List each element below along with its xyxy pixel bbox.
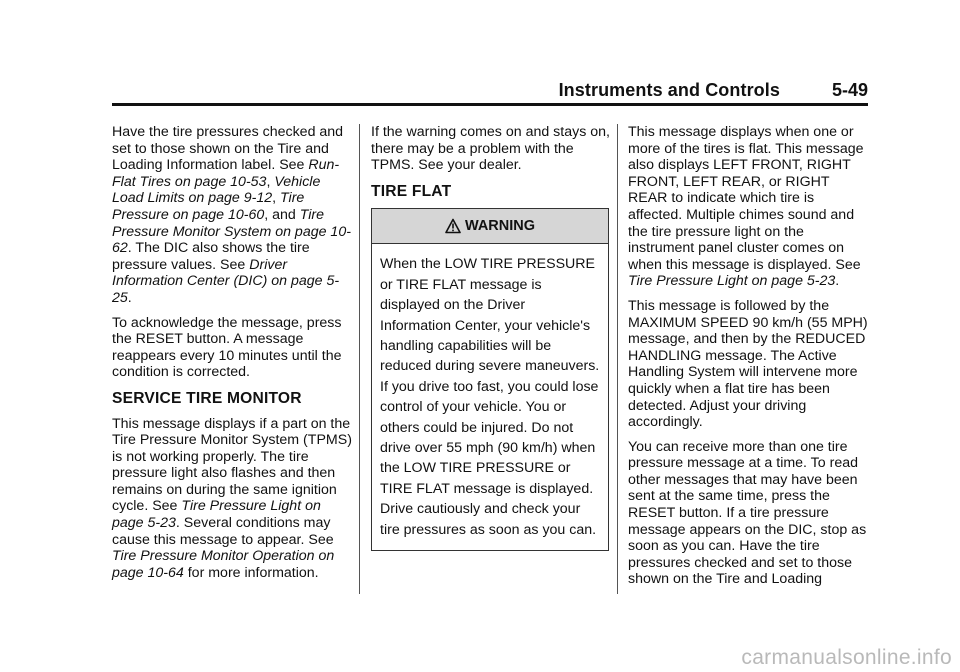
paragraph: To acknowledge the message, press the RESET button. A message reappears every 10 minutes until the condition is corrected.: [112, 314, 342, 381]
text: . The DIC also shows the tire pressure values. See: [112, 240, 310, 273]
text: for more information.: [183, 564, 319, 581]
warning-box: [371, 208, 609, 551]
page-number: 5-49: [831, 80, 868, 100]
text: This message displays if a part on the Tire Pressure Monitor System (TPMS) is not working properly. The tire pressure light also flashes and then remains on during the same ignition cycle. See: [112, 415, 352, 515]
section-heading: SERVICE TIRE MONITOR: [112, 389, 302, 407]
column-divider: [617, 124, 618, 594]
text: ,: [266, 173, 275, 190]
warning-header: [372, 209, 608, 244]
text: ,: [272, 190, 281, 207]
cross-reference: Tire Pressure Monitor Operation on page 10-64: [112, 548, 335, 581]
cross-reference: Run-Flat Tires on page 10-53: [112, 157, 340, 190]
cross-reference: Tire Pressure on page 10-60: [112, 190, 305, 223]
paragraph: [112, 124, 352, 307]
watermark: carmanualsonline.info: [741, 646, 952, 669]
cross-reference: Driver Information Center (DIC) on page 5-25: [112, 256, 340, 306]
section-heading: TIRE FLAT: [371, 182, 452, 200]
cross-reference: Tire Pressure Monitor System on page 10-62: [112, 206, 351, 257]
cross-reference: Vehicle Load Limits on page 9-12: [112, 173, 321, 207]
section-title: Instruments and Controls: [558, 80, 780, 100]
column-1: [112, 124, 352, 589]
text: , and: [264, 206, 300, 223]
cross-reference: Tire Pressure Light on page 5-23: [112, 498, 321, 532]
page-header: [112, 78, 868, 102]
text: This message displays when one or more of the tires is flat. This message also displays LEFT FRONT, RIGHT FRONT, LEFT REAR, or RIGHT REAR to indicate which tire is affected. Multiple chimes sound and the tire pressure light on the instrument panel cluster comes on when this message is displayed. See: [628, 124, 864, 273]
paragraph: This message is followed by the MAXIMUM SPEED 90 km/h (55 MPH) message, and then by the REDUCED HANDLING message. The Active Handling System will intervene more quickly when a flat tire has been detected. Adjust your driving accordingly.: [628, 297, 868, 431]
paragraph: You can receive more than one tire pressure message at a time. To read other messages that may have been sent at the same time, press the RESET button. If a tire pressure message appears on the DIC, stop as soon as you can. Have the tire pressures checked and set to those shown on the Tire and Loading: [628, 438, 867, 588]
warning-triangle-icon: [445, 218, 461, 234]
paragraph: [628, 124, 868, 290]
column-2: [371, 124, 611, 551]
paragraph: If the warning comes on and stays on, there may be a problem with the TPMS. See your dealer.: [371, 124, 610, 174]
column-3: [628, 124, 868, 596]
cross-reference: Tire Pressure Light on page 5-23: [628, 273, 836, 290]
warning-text: When the LOW TIRE PRESSURE or TIRE FLAT message is displayed on the Driver Information Center, your vehicle's handling capabilities will be reduced during severe maneuvers. If you drive too fast, you could lose control of your vehicle. You or others could be injured. Do not drive over 55 mph (90 km/h) when the LOW TIRE PRESSURE or TIRE FLAT message is displayed. Drive cautiously and check your tire pressures as soon as you can.: [380, 256, 600, 538]
warning-title: WARNING: [464, 218, 536, 235]
text: . Several conditions may cause this message to appear. See: [112, 515, 334, 548]
text: .: [835, 273, 840, 290]
text: Have the tire pressures checked and set to those shown on the Tire and Loading Information label. See: [112, 124, 344, 174]
paragraph: [112, 416, 352, 582]
header-rule: [112, 103, 868, 106]
text: .: [127, 289, 132, 306]
column-divider: [359, 124, 360, 594]
